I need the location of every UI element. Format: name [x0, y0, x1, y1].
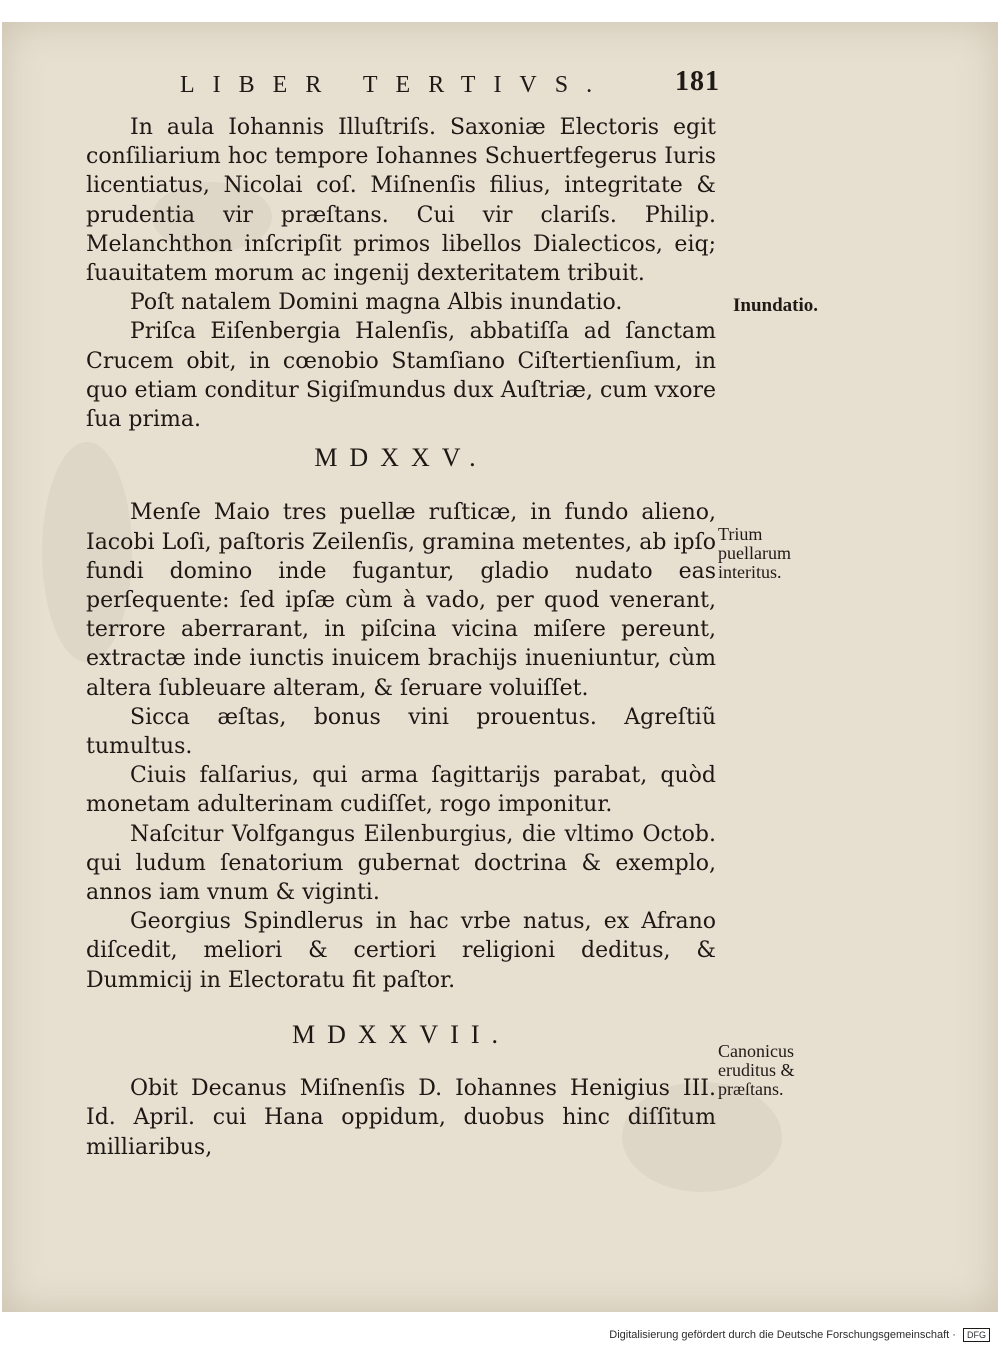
- paragraph-counterfeiter: Ciuis falſarius, qui arma ſagittarijs parabat, quòd monetam adulterinam cudiſſet, rogo imponitur.: [86, 763, 716, 818]
- marginal-note-canonicus: Canonicus eruditus & præſtans.: [718, 1041, 795, 1099]
- paragraph-spindlerus: Georgius Spindlerus in hac vrbe natus, ex Afrano diſcedit, meliori & certiori religioni deditus, & Dummicij in Electoratu fit paſtor.: [86, 909, 716, 993]
- paragraph-henigius: Obit Decanus Miſnenſis D. Iohannes Henigius III. Id. April. cui Hana oppidum, duobus hinc diſſitum milliaribus,: [86, 1076, 716, 1160]
- digitization-footer: [470, 1328, 990, 1342]
- dfg-credit: Digitalisierung gefördert durch die Deutsche Forschungsgemeinschaft ·: [609, 1328, 956, 1341]
- body-text: [86, 113, 716, 1162]
- marginal-note-inundatio: Inundatio.: [733, 295, 819, 316]
- page-number: 181: [675, 66, 720, 97]
- paragraph-eisenbergia: Priſca Eiſenbergia Halenſis, abbatiſſa ad ſanctam Crucem obit, in cœnobio Stamſiano Ciſtertienſium, in quo etiam conditur Sigiſmundus dux Auſtriæ, cum vxore ſua prima.: [86, 319, 716, 433]
- year-heading-1527: MDXXVII.: [291, 1019, 511, 1049]
- marginal-note-trium-puellarum: Trium puellarum interitus.: [718, 524, 791, 582]
- paragraph-schuertfeger: In aula Iohannis Illuſtriſs. Saxoniæ Electoris egit conſiliarium hoc tempore Iohannes Schuertfegerus Iuris licentiatus, Nicolai coſ. Miſnenſis filius, integritate & prudentia vir præſtans. Cui vir clariſs. Philip. Melanchthon inſcripſit primos libellos Dialecticos, eiq; ſuauitatem morum ac ingenij dexteritatem tribuit.: [86, 115, 716, 287]
- paragraph-dry-summer: Sicca æſtas, bonus vini prouentus. Agreſtiũ tumultus.: [86, 704, 716, 760]
- year-heading-1525: MDXXV.: [314, 443, 488, 473]
- dfg-logo-icon: DFG: [963, 1328, 990, 1342]
- paragraph-inundation: Poſt natalem Domini magna Albis inundatio.: [130, 290, 623, 316]
- paragraph-eilenburgius: Naſcitur Volfgangus Eilenburgius, die vltimo Octob. qui ludum ſenatorium gubernat doctrina & exemplo, annos iam vnum & viginti.: [86, 821, 716, 906]
- running-head: LIBER TERTIVS.: [180, 72, 611, 98]
- paragraph-three-girls: Menſe Maio tres puellæ ruſticæ, in fundo alieno, Iacobi Loſi, paſtoris Zeilenſis, gramina metentes, ab ipſo fundi domino inde fugantur, gladio nudato eas perſequente: ſed ipſæ cùm à vado, per quod venerant, terrore aberrarant, in piſcina vicina miſere pereunt, extractæ inde iunctis inuicem brachijs inueniuntur, cùm altera ſubleuare alteram, & ſeruare voluiſſet.: [86, 500, 716, 701]
